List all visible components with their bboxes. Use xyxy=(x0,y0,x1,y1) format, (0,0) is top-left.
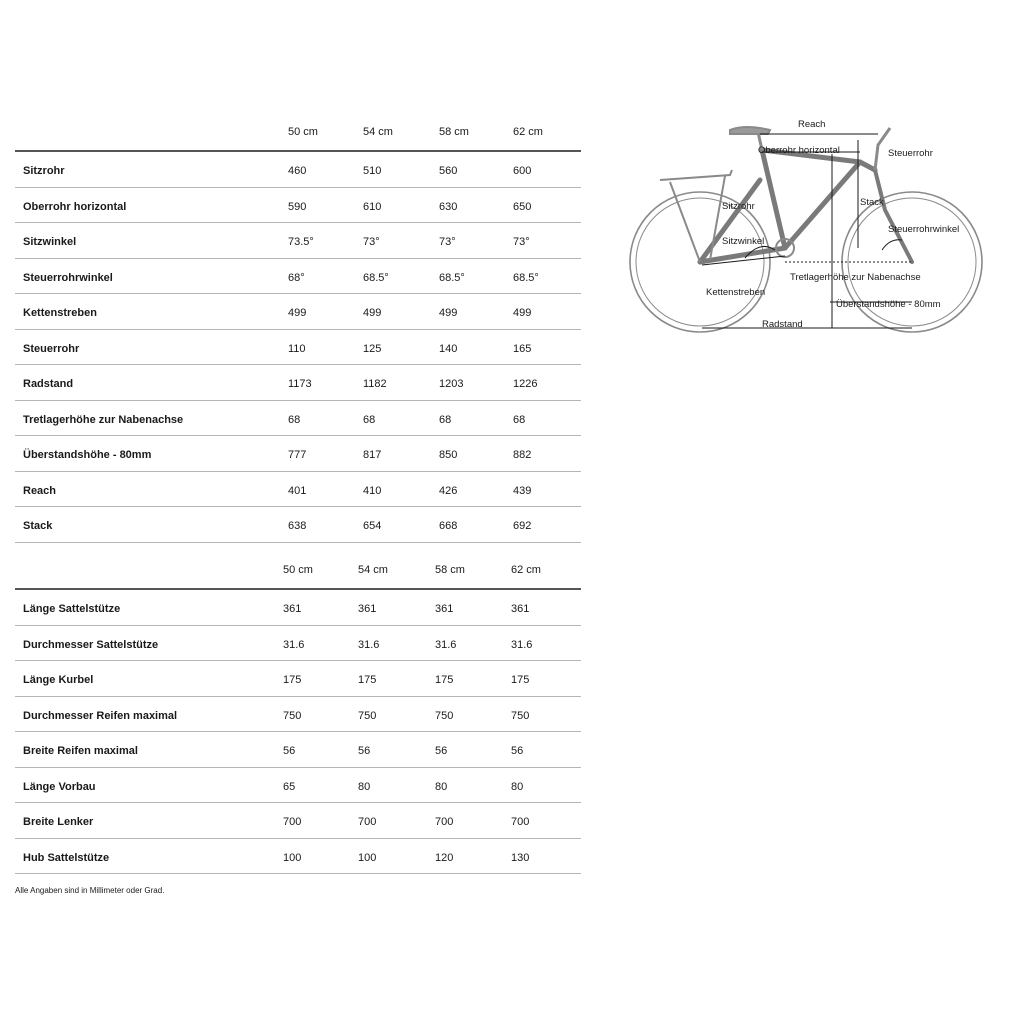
table-cell: 80 xyxy=(358,780,371,793)
row-label: Hub Sattelstütze xyxy=(23,851,110,864)
table-row xyxy=(15,626,581,662)
table-cell: 401 xyxy=(288,484,307,497)
label-reach: Reach xyxy=(798,119,826,130)
row-label: Länge Sattelstütze xyxy=(23,603,121,615)
table-row xyxy=(15,436,581,472)
table-cell: 80 xyxy=(511,780,524,793)
table-cell: 692 xyxy=(513,520,532,532)
table-cell: 31.6 xyxy=(435,638,457,651)
table-cell: 1226 xyxy=(513,378,538,390)
table-cell: 654 xyxy=(363,520,382,532)
table-cell: 165 xyxy=(513,342,532,355)
table-cell: 499 xyxy=(288,307,307,319)
table-cell: 560 xyxy=(439,165,458,177)
table-cell: 700 xyxy=(511,816,530,828)
table-cell: 56 xyxy=(283,745,296,757)
row-label: Überstandshöhe - 80mm xyxy=(23,449,152,461)
row-label: Länge Vorbau xyxy=(23,780,96,793)
table-cell: 120 xyxy=(435,851,454,864)
table-cell: 68.5° xyxy=(439,271,465,284)
size-header: 54 cm xyxy=(358,564,388,576)
row-label: Steuerrohr xyxy=(23,342,80,355)
table-row xyxy=(15,365,581,401)
table-cell: 31.6 xyxy=(358,638,380,651)
row-label: Breite Lenker xyxy=(23,816,94,828)
table-cell: 1173 xyxy=(288,378,312,390)
table-cell: 410 xyxy=(363,484,382,497)
row-label: Breite Reifen maximal xyxy=(23,745,138,757)
table-cell: 31.6 xyxy=(283,638,305,651)
bike-geometry-diagram xyxy=(620,110,990,340)
table-cell: 56 xyxy=(511,745,524,757)
size-header: 58 cm xyxy=(439,126,469,138)
size-header: 50 cm xyxy=(288,126,318,138)
row-label: Länge Kurbel xyxy=(23,674,94,686)
label-stack: Stack xyxy=(860,197,884,208)
table-cell: 817 xyxy=(363,449,382,461)
table-cell: 499 xyxy=(439,307,458,319)
table-cell: 68.5° xyxy=(363,271,389,284)
table-row xyxy=(15,188,581,224)
label-tretlager: Tretlagerhöhe zur Nabenachse xyxy=(790,272,921,283)
row-label: Sitzrohr xyxy=(23,165,65,177)
table-cell: 68 xyxy=(439,413,452,426)
table-row xyxy=(15,472,581,508)
table-cell: 175 xyxy=(435,674,454,686)
table-row xyxy=(15,697,581,733)
row-label: Durchmesser Reifen maximal xyxy=(23,709,178,722)
label-sitzwinkel: Sitzwinkel xyxy=(722,236,765,247)
table-row xyxy=(15,294,581,330)
table-cell: 73° xyxy=(513,236,530,248)
table-cell: 65 xyxy=(283,780,296,793)
label-kettenstreben: Kettenstreben xyxy=(706,287,766,298)
size-header: 62 cm xyxy=(511,564,541,576)
table-cell: 140 xyxy=(439,342,458,355)
table-cell: 650 xyxy=(513,200,532,213)
table-cell: 361 xyxy=(435,603,454,615)
table-cell: 361 xyxy=(358,603,377,615)
table-cell: 125 xyxy=(363,342,382,355)
table-cell: 610 xyxy=(363,200,382,213)
label-radstand: Radstand xyxy=(762,319,803,330)
table-row xyxy=(15,401,581,437)
table-row xyxy=(15,732,581,768)
table-row xyxy=(15,661,581,697)
table-cell: 68 xyxy=(513,413,526,426)
table-row xyxy=(15,507,581,543)
size-header: 50 cm xyxy=(283,564,313,576)
table-cell: 638 xyxy=(288,520,307,532)
table-cell: 73.5° xyxy=(288,236,314,248)
table-cell: 1203 xyxy=(439,378,464,390)
size-header: 62 cm xyxy=(513,126,543,138)
label-sitzrohr: Sitzrohr xyxy=(722,201,755,212)
row-label: Reach xyxy=(23,484,57,497)
table-row xyxy=(15,839,581,875)
table-cell: 499 xyxy=(363,307,382,319)
row-label: Kettenstreben xyxy=(23,307,97,319)
table-cell: 80 xyxy=(435,780,448,793)
table-row xyxy=(15,590,581,626)
table-cell: 850 xyxy=(439,449,458,461)
label-steuerrohr: Steuerrohr xyxy=(888,148,933,159)
label-steuerrohrwinkel: Steuerrohrwinkel xyxy=(888,224,960,235)
table-cell: 68.5° xyxy=(513,271,539,284)
row-label: Durchmesser Sattelstütze xyxy=(23,638,159,651)
table-cell: 499 xyxy=(513,307,532,319)
table-cell: 56 xyxy=(358,745,371,757)
table-cell: 750 xyxy=(283,709,302,722)
geometry-table-header xyxy=(15,118,581,152)
table-cell: 73° xyxy=(363,236,380,248)
table-row xyxy=(15,803,581,839)
table-row xyxy=(15,223,581,259)
row-label: Steuerrohrwinkel xyxy=(23,271,113,284)
table-cell: 700 xyxy=(435,816,454,828)
row-label: Tretlagerhöhe zur Nabenachse xyxy=(23,413,184,426)
table-cell: 175 xyxy=(358,674,377,686)
table-cell: 600 xyxy=(513,165,532,177)
table-cell: 700 xyxy=(283,816,302,828)
row-label: Stack xyxy=(23,520,53,532)
table-row xyxy=(15,768,581,804)
table-cell: 361 xyxy=(511,603,530,615)
row-label: Sitzwinkel xyxy=(23,236,77,248)
table-cell: 439 xyxy=(513,484,532,497)
table-cell: 100 xyxy=(283,851,302,864)
table-cell: 590 xyxy=(288,200,307,213)
table-row xyxy=(15,152,581,188)
table-cell: 68° xyxy=(288,271,305,284)
table-cell: 110 xyxy=(288,342,306,355)
table-cell: 100 xyxy=(358,851,377,864)
table-cell: 700 xyxy=(358,816,377,828)
table-cell: 175 xyxy=(511,674,530,686)
table-cell: 750 xyxy=(358,709,377,722)
table-cell: 175 xyxy=(283,674,302,686)
row-label: Radstand xyxy=(23,378,74,390)
table-cell: 68 xyxy=(363,413,376,426)
table-cell: 668 xyxy=(439,520,458,532)
row-label: Oberrohr horizontal xyxy=(23,200,127,213)
table-cell: 426 xyxy=(439,484,458,497)
table-cell: 361 xyxy=(283,603,302,615)
table-cell: 750 xyxy=(435,709,454,722)
size-header: 54 cm xyxy=(363,126,393,138)
geometry-table xyxy=(15,118,581,543)
table-cell: 1182 xyxy=(363,378,387,390)
table-cell: 56 xyxy=(435,745,448,757)
label-ueberstand: Überstandshöhe - 80mm xyxy=(836,299,941,310)
table-cell: 130 xyxy=(511,851,530,864)
table-cell: 31.6 xyxy=(511,638,533,651)
table-cell: 510 xyxy=(363,165,382,177)
footnote: Alle Angaben sind in Millimeter oder Grad. xyxy=(15,886,165,895)
label-oberrohr: Oberrohr horizontal xyxy=(758,145,840,156)
table-cell: 73° xyxy=(439,236,456,248)
components-table-header xyxy=(15,556,581,590)
table-row xyxy=(15,330,581,366)
table-cell: 68 xyxy=(288,413,301,426)
table-cell: 630 xyxy=(439,200,458,213)
size-header: 58 cm xyxy=(435,564,465,576)
components-table xyxy=(15,556,581,874)
table-cell: 460 xyxy=(288,165,307,177)
table-cell: 777 xyxy=(288,449,307,461)
table-row xyxy=(15,259,581,295)
table-cell: 750 xyxy=(511,709,530,722)
table-cell: 882 xyxy=(513,449,532,461)
